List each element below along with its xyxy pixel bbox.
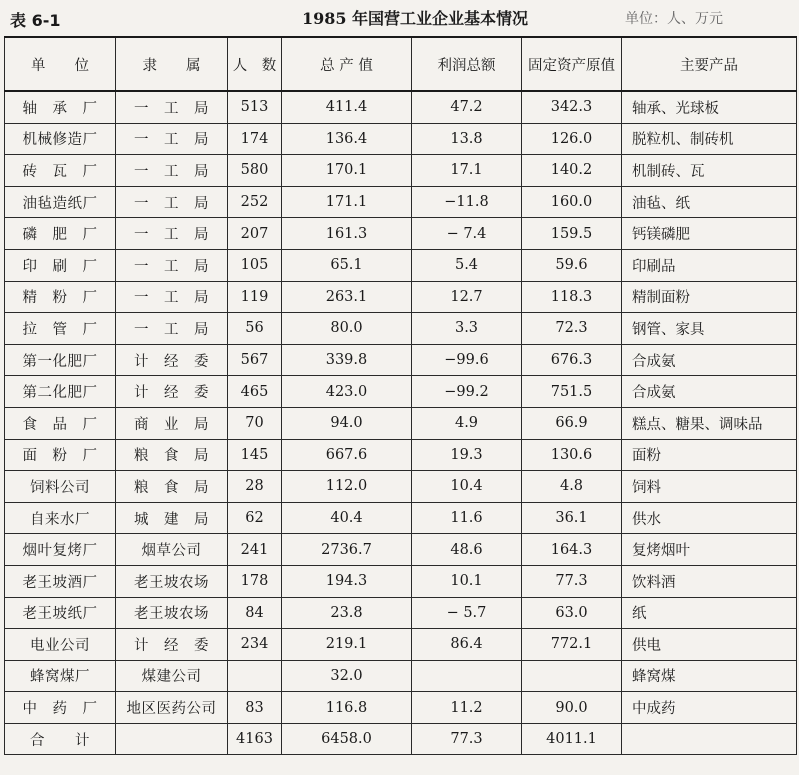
assets-cell: 140.2 (522, 155, 622, 187)
output-cell: 136.4 (282, 123, 412, 155)
profit-cell: 10.1 (412, 565, 522, 597)
profit-cell: 86.4 (412, 629, 522, 661)
assets-cell: 130.6 (522, 439, 622, 471)
unit-cell: 自来水厂 (5, 502, 116, 534)
table-number: 表 6-1 (10, 11, 61, 30)
assets-cell: 36.1 (522, 502, 622, 534)
products-cell: 机制砖、瓦 (622, 155, 797, 187)
profit-cell: −99.2 (412, 376, 522, 408)
affiliation-cell: 一 工 局 (116, 123, 228, 155)
assets-cell: 160.0 (522, 186, 622, 218)
unit-cell: 机械修造厂 (5, 123, 116, 155)
staff-cell: 70 (228, 407, 282, 439)
staff-cell: 174 (228, 123, 282, 155)
table-row (5, 155, 797, 187)
products-cell: 饮料酒 (622, 565, 797, 597)
products-cell: 复烤烟叶 (622, 534, 797, 566)
products-cell: 油毡、纸 (622, 186, 797, 218)
staff-cell: 465 (228, 376, 282, 408)
document-header (0, 0, 799, 36)
profit-cell: 17.1 (412, 155, 522, 187)
output-cell: 94.0 (282, 407, 412, 439)
output-cell: 65.1 (282, 249, 412, 281)
output-cell: 23.8 (282, 597, 412, 629)
affiliation-cell: 一 工 局 (116, 249, 228, 281)
table-row (5, 534, 797, 566)
profit-cell: −99.6 (412, 344, 522, 376)
output-cell: 339.8 (282, 344, 412, 376)
products-cell: 精制面粉 (622, 281, 797, 313)
output-cell: 667.6 (282, 439, 412, 471)
products-cell: 钢管、家具 (622, 313, 797, 345)
table-row (5, 439, 797, 471)
affiliation-cell: 商 业 局 (116, 407, 228, 439)
profit-cell: − 5.7 (412, 597, 522, 629)
assets-cell: 118.3 (522, 281, 622, 313)
affiliation-cell: 一 工 局 (116, 155, 228, 187)
profit-cell: 11.6 (412, 502, 522, 534)
unit-cell: 食 品 厂 (5, 407, 116, 439)
header-unit: 单 位 (5, 37, 116, 91)
output-cell: 161.3 (282, 218, 412, 250)
output-cell: 80.0 (282, 313, 412, 345)
staff-cell: 56 (228, 313, 282, 345)
table-row (5, 281, 797, 313)
affiliation-cell: 粮 食 局 (116, 471, 228, 503)
unit-cell: 中 药 厂 (5, 692, 116, 724)
profit-cell: 19.3 (412, 439, 522, 471)
affiliation-cell: 计 经 委 (116, 344, 228, 376)
products-cell: 钙镁磷肥 (622, 218, 797, 250)
table-row (5, 313, 797, 345)
output-cell: 116.8 (282, 692, 412, 724)
output-cell: 171.1 (282, 186, 412, 218)
unit-cell: 磷 肥 厂 (5, 218, 116, 250)
table-row (5, 692, 797, 724)
total-row (5, 723, 797, 755)
profit-cell: 3.3 (412, 313, 522, 345)
unit-cell: 油毡造纸厂 (5, 186, 116, 218)
profit-cell: − 7.4 (412, 218, 522, 250)
products-cell: 合成氨 (622, 344, 797, 376)
products-cell: 饲料 (622, 471, 797, 503)
unit-cell: 第一化肥厂 (5, 344, 116, 376)
products-cell: 供电 (622, 629, 797, 661)
affiliation-cell: 地区医药公司 (116, 692, 228, 724)
unit-cell: 砖 瓦 厂 (5, 155, 116, 187)
products-cell: 印刷品 (622, 249, 797, 281)
unit-cell: 轴 承 厂 (5, 91, 116, 123)
products-cell: 纸 (622, 597, 797, 629)
profit-cell: 12.7 (412, 281, 522, 313)
products-cell: 合成氨 (622, 376, 797, 408)
unit-cell: 印 刷 厂 (5, 249, 116, 281)
output-cell: 411.4 (282, 91, 412, 123)
staff-cell: 178 (228, 565, 282, 597)
affiliation-cell: 老王坡农场 (116, 597, 228, 629)
unit-cell: 面 粉 厂 (5, 439, 116, 471)
assets-cell: 342.3 (522, 91, 622, 123)
profit-cell (412, 660, 522, 692)
affiliation-cell: 一 工 局 (116, 186, 228, 218)
header-products: 主要产品 (622, 37, 797, 91)
assets-cell: 164.3 (522, 534, 622, 566)
assets-cell: 63.0 (522, 597, 622, 629)
products-cell: 蜂窝煤 (622, 660, 797, 692)
table-row (5, 629, 797, 661)
staff-cell: 84 (228, 597, 282, 629)
staff-cell: 252 (228, 186, 282, 218)
staff-cell (228, 660, 282, 692)
assets-cell: 72.3 (522, 313, 622, 345)
unit-cell: 饲料公司 (5, 471, 116, 503)
output-cell: 6458.0 (282, 723, 412, 755)
staff-cell: 513 (228, 91, 282, 123)
table-title: 1985 年国营工业企业基本情况 (301, 9, 529, 28)
profit-cell: 11.2 (412, 692, 522, 724)
staff-cell: 62 (228, 502, 282, 534)
unit-cell: 烟叶复烤厂 (5, 534, 116, 566)
affiliation-cell: 一 工 局 (116, 218, 228, 250)
staff-cell: 241 (228, 534, 282, 566)
affiliation-cell: 城 建 局 (116, 502, 228, 534)
products-cell: 面粉 (622, 439, 797, 471)
table-row (5, 597, 797, 629)
assets-cell: 126.0 (522, 123, 622, 155)
staff-cell: 234 (228, 629, 282, 661)
staff-cell: 105 (228, 249, 282, 281)
unit-cell: 拉 管 厂 (5, 313, 116, 345)
profit-cell: 77.3 (412, 723, 522, 755)
staff-cell: 567 (228, 344, 282, 376)
profit-cell: 10.4 (412, 471, 522, 503)
staff-cell: 83 (228, 692, 282, 724)
profit-cell: −11.8 (412, 186, 522, 218)
assets-cell: 59.6 (522, 249, 622, 281)
profit-cell: 47.2 (412, 91, 522, 123)
output-cell: 194.3 (282, 565, 412, 597)
assets-cell: 4.8 (522, 471, 622, 503)
staff-cell: 28 (228, 471, 282, 503)
affiliation-cell: 一 工 局 (116, 281, 228, 313)
products-cell: 脱粒机、制砖机 (622, 123, 797, 155)
products-cell: 轴承、光球板 (622, 91, 797, 123)
table-row (5, 376, 797, 408)
table-row (5, 344, 797, 376)
table-row (5, 249, 797, 281)
assets-cell: 77.3 (522, 565, 622, 597)
unit-note: 单位：人、万元 (625, 11, 723, 27)
assets-cell (522, 660, 622, 692)
unit-cell: 精 粉 厂 (5, 281, 116, 313)
unit-cell: 第二化肥厂 (5, 376, 116, 408)
unit-cell: 合 计 (5, 723, 116, 755)
assets-cell: 90.0 (522, 692, 622, 724)
header-row (5, 37, 797, 91)
affiliation-cell: 计 经 委 (116, 376, 228, 408)
affiliation-cell: 计 经 委 (116, 629, 228, 661)
header-staff: 人 数 (228, 37, 282, 91)
table-row (5, 660, 797, 692)
table-row (5, 91, 797, 123)
table-header (5, 37, 797, 91)
table-row (5, 471, 797, 503)
affiliation-cell: 一 工 局 (116, 313, 228, 345)
affiliation-cell: 老王坡农场 (116, 565, 228, 597)
assets-cell: 676.3 (522, 344, 622, 376)
assets-cell: 751.5 (522, 376, 622, 408)
affiliation-cell (116, 723, 228, 755)
unit-cell: 电业公司 (5, 629, 116, 661)
output-cell: 263.1 (282, 281, 412, 313)
staff-cell: 207 (228, 218, 282, 250)
staff-cell: 4163 (228, 723, 282, 755)
output-cell: 112.0 (282, 471, 412, 503)
output-cell: 40.4 (282, 502, 412, 534)
staff-cell: 580 (228, 155, 282, 187)
table-row (5, 502, 797, 534)
affiliation-cell: 粮 食 局 (116, 439, 228, 471)
unit-cell: 蜂窝煤厂 (5, 660, 116, 692)
products-cell: 供水 (622, 502, 797, 534)
profit-cell: 4.9 (412, 407, 522, 439)
table-row (5, 186, 797, 218)
profit-cell: 5.4 (412, 249, 522, 281)
products-cell: 中成药 (622, 692, 797, 724)
staff-cell: 119 (228, 281, 282, 313)
products-cell: 糕点、糖果、调味品 (622, 407, 797, 439)
assets-cell: 772.1 (522, 629, 622, 661)
unit-cell: 老王坡纸厂 (5, 597, 116, 629)
assets-cell: 66.9 (522, 407, 622, 439)
profit-cell: 13.8 (412, 123, 522, 155)
affiliation-cell: 烟草公司 (116, 534, 228, 566)
output-cell: 170.1 (282, 155, 412, 187)
products-cell (622, 723, 797, 755)
assets-cell: 4011.1 (522, 723, 622, 755)
table-row (5, 565, 797, 597)
staff-cell: 145 (228, 439, 282, 471)
table-row (5, 123, 797, 155)
table-row (5, 218, 797, 250)
affiliation-cell: 一 工 局 (116, 91, 228, 123)
header-output: 总 产 值 (282, 37, 412, 91)
header-affiliation: 隶 属 (116, 37, 228, 91)
output-cell: 2736.7 (282, 534, 412, 566)
table-row (5, 407, 797, 439)
profit-cell: 48.6 (412, 534, 522, 566)
enterprise-table (4, 36, 797, 755)
header-assets: 固定资产原值 (522, 37, 622, 91)
output-cell: 423.0 (282, 376, 412, 408)
assets-cell: 159.5 (522, 218, 622, 250)
table-body (5, 91, 797, 755)
header-profit: 利润总额 (412, 37, 522, 91)
output-cell: 219.1 (282, 629, 412, 661)
output-cell: 32.0 (282, 660, 412, 692)
affiliation-cell: 煤建公司 (116, 660, 228, 692)
unit-cell: 老王坡酒厂 (5, 565, 116, 597)
